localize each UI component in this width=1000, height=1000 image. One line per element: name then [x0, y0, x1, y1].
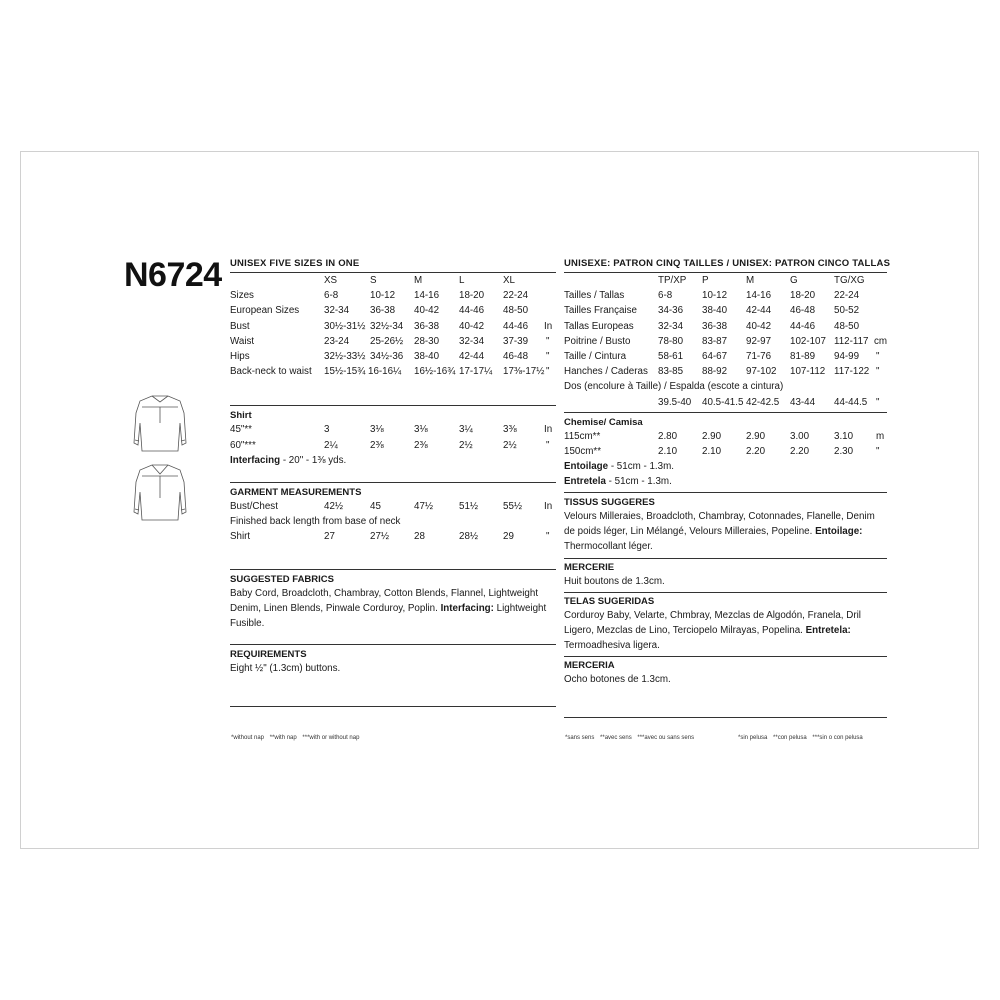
- cell: 92-97: [746, 335, 772, 347]
- chemise-title: Chemise/ Camisa: [564, 416, 643, 428]
- tissus-text: [564, 509, 887, 555]
- en-yardage-row: [230, 422, 556, 437]
- row-label: Hanches / Caderas: [564, 366, 648, 378]
- telas-text: [564, 608, 887, 654]
- cell: 14-16: [746, 290, 772, 302]
- size-header: XS: [324, 275, 338, 286]
- cell: 44-46: [790, 320, 816, 332]
- cell: 3.00: [790, 430, 810, 442]
- divider: [564, 492, 887, 493]
- size-header: TP/XP: [658, 275, 687, 286]
- en-shirt-length-row: [230, 529, 556, 544]
- row-label: Bust/Chest: [230, 500, 278, 512]
- cell: 3¼: [459, 424, 473, 436]
- cell: 28: [414, 531, 425, 543]
- en-size-row: [230, 334, 556, 349]
- tissus-title: TISSUS SUGGERES: [564, 496, 655, 508]
- divider: [564, 592, 887, 593]
- merceria-text: Ocho botones de 1.3cm.: [564, 673, 671, 685]
- cell: 51½: [459, 500, 479, 512]
- fabrics-interfacing-label: Interfacing:: [440, 602, 494, 614]
- row-label: Sizes: [230, 290, 254, 302]
- garment-measurements-title: GARMENT MEASUREMENTS: [230, 486, 362, 498]
- back-length-label: Finished back length from base of neck: [230, 516, 401, 528]
- unit: ": [876, 445, 880, 457]
- cell: 27: [324, 531, 335, 543]
- divider: [230, 644, 556, 645]
- cell: 32½-34: [370, 320, 404, 332]
- fr-size-row: [564, 364, 887, 379]
- cell: 2.80: [658, 430, 678, 442]
- cell: 32-34: [459, 335, 485, 347]
- row-label: Tallas Europeas: [564, 320, 634, 332]
- cell: 2.90: [746, 430, 766, 442]
- footnote: *without nap: [231, 735, 265, 741]
- cell: 40-42: [459, 320, 485, 332]
- cell: 42-44: [459, 350, 485, 362]
- unit: m: [876, 430, 885, 442]
- cell: 2.10: [658, 445, 678, 457]
- fr-size-row: [564, 334, 887, 349]
- fr-size-row: [564, 349, 887, 364]
- cell: 3.10: [834, 430, 854, 442]
- cell: 48-50: [503, 305, 529, 317]
- cell: 83-85: [658, 366, 684, 378]
- unit: cm: [874, 335, 888, 347]
- footnote: *sin pelusa: [738, 735, 768, 741]
- footnotes-es: [738, 735, 867, 741]
- row-label: Shirt: [230, 531, 251, 543]
- entoilage-label: Entoilage: [564, 461, 609, 473]
- merceria-title: MERCERIA: [564, 659, 615, 671]
- en-size-header-row: [230, 273, 556, 288]
- french-spanish-column: [564, 258, 891, 718]
- cell: 81-89: [790, 350, 816, 362]
- fr-yardage-row: [564, 444, 887, 459]
- suggested-fabrics-text: [230, 586, 556, 632]
- en-size-row: [230, 364, 556, 379]
- tissus-entoilage-text: Thermocollant léger.: [564, 541, 653, 553]
- telas-title: TELAS SUGERIDAS: [564, 595, 655, 607]
- fr-yardage-row: [564, 429, 887, 444]
- row-label: Hips: [230, 350, 250, 362]
- unit: In: [544, 424, 553, 436]
- cell: 40-42: [746, 320, 772, 332]
- unit: ": [546, 335, 550, 347]
- en-size-row: [230, 303, 556, 318]
- cell: 44-44.5: [834, 396, 868, 408]
- cell: 40.5-41.5: [702, 396, 744, 408]
- unit: ": [876, 396, 880, 408]
- cell: 2.90: [702, 430, 722, 442]
- row-label: 45"**: [230, 424, 252, 436]
- french-spanish-title: UNISEXE: PATRON CINQ TAILLES / UNISEX: PATRON CINCO TALLAS: [564, 258, 887, 273]
- telas-entretela-text: Termoadhesiva ligera.: [564, 640, 660, 652]
- cell: 29: [503, 531, 514, 543]
- cell: 42-44: [746, 305, 772, 317]
- cell: 3: [324, 424, 330, 436]
- cell: 40-42: [414, 305, 440, 317]
- cell: 58-61: [658, 350, 684, 362]
- telas-list: Corduroy Baby, Velarte, Chmbray, Mezclas de Algodón, Franela, Dril Ligero, Mezclas de Lino, Terciopelo Milrayas, Popelina.: [564, 609, 861, 637]
- cell: 47½: [414, 500, 434, 512]
- cell: 22-24: [834, 290, 860, 302]
- row-label: 115cm**: [564, 430, 601, 442]
- cell: 107-112: [790, 366, 826, 378]
- cell: 71-76: [746, 350, 772, 362]
- cell: 18-20: [790, 290, 816, 302]
- cell: 88-92: [702, 366, 728, 378]
- cell: 6-8: [324, 290, 339, 302]
- cell: 28-30: [414, 335, 440, 347]
- cell: 39.5-40: [658, 396, 692, 408]
- mercerie-title: MERCERIE: [564, 561, 615, 573]
- cell: 36-38: [370, 305, 396, 317]
- cell: 2⅜: [370, 439, 384, 451]
- unit: In: [544, 320, 553, 332]
- unit: In: [544, 500, 553, 512]
- cell: 10-12: [702, 290, 728, 302]
- divider: [564, 717, 887, 718]
- en-size-row: [230, 349, 556, 364]
- row-label: European Sizes: [230, 305, 300, 317]
- cell: 2¼: [324, 439, 338, 451]
- cell: 34½-36: [370, 350, 404, 362]
- footnote: **with nap: [269, 735, 297, 741]
- row-label: Bust: [230, 320, 250, 332]
- english-column: [230, 258, 556, 707]
- footnote: *sans sens: [565, 735, 595, 741]
- requirements-title: REQUIREMENTS: [230, 648, 307, 660]
- cell: 83-87: [702, 335, 728, 347]
- divider: [564, 412, 887, 413]
- cell: 94-99: [834, 350, 860, 362]
- interfacing-line: [230, 453, 556, 468]
- cell: 64-67: [702, 350, 728, 362]
- cell: 34-36: [658, 305, 684, 317]
- cell: 44-46: [503, 320, 529, 332]
- size-header: TG/XG: [834, 275, 865, 286]
- entretela-line: [564, 474, 887, 489]
- cell: 46-48: [790, 305, 816, 317]
- cell: 17-17¼: [459, 366, 493, 378]
- cell: 18-20: [459, 290, 485, 302]
- mercerie-text: Huit boutons de 1.3cm.: [564, 575, 665, 587]
- cell: 2⅜: [414, 439, 428, 451]
- cell: 37-39: [503, 335, 529, 347]
- en-yardage-row: [230, 438, 556, 453]
- cell: 16-16¼: [368, 366, 402, 378]
- en-garment-row: [230, 499, 556, 514]
- footnotes-en: [231, 735, 363, 741]
- footnote: ***sin o con pelusa: [812, 735, 863, 741]
- divider: [230, 482, 556, 483]
- shirt-title: Shirt: [230, 410, 252, 422]
- cell: 2.20: [746, 445, 766, 457]
- cell: 25-26½: [370, 335, 404, 347]
- cell: 43-44: [790, 396, 816, 408]
- cell: 30½-31½: [324, 320, 366, 332]
- divider: [564, 558, 887, 559]
- entretela-label: Entretela: [564, 476, 606, 488]
- fr-size-row: [564, 303, 887, 318]
- cell: 32-34: [324, 305, 350, 317]
- cell: 44-46: [459, 305, 485, 317]
- footnotes-fr: [565, 735, 698, 741]
- row-label: Tailles / Tallas: [564, 290, 625, 302]
- cell: 38-40: [414, 350, 440, 362]
- cell: 15½-15¾: [324, 366, 366, 378]
- cell: 45: [370, 500, 381, 512]
- telas-entretela-label: Entretela:: [805, 625, 851, 637]
- interfacing-text: - 20" - 1⅜ yds.: [280, 454, 347, 466]
- cell: 42-42.5: [746, 396, 780, 408]
- fr-size-row: [564, 319, 887, 334]
- cell: 16½-16¾: [414, 366, 456, 378]
- cell: 36-38: [414, 320, 440, 332]
- size-header: M: [414, 275, 423, 286]
- size-header: S: [370, 275, 377, 286]
- row-label: 150cm**: [564, 445, 602, 457]
- fr-size-row: [564, 288, 887, 303]
- cell: 55½: [503, 500, 523, 512]
- entoilage-text: - 51cm - 1.3m.: [608, 461, 674, 473]
- en-size-row: [230, 319, 556, 334]
- size-header: P: [702, 275, 709, 286]
- unit: ": [546, 531, 550, 543]
- fr-dos-row: [564, 395, 887, 410]
- size-header: M: [746, 275, 755, 286]
- cell: 2.20: [790, 445, 810, 457]
- unit: ": [546, 366, 550, 378]
- row-label: Poitrine / Busto: [564, 335, 631, 347]
- dos-label: Dos (encolure à Taille) / Espalda (escote a cintura): [564, 381, 784, 393]
- tissus-list: Velours Milleraies, Broadcloth, Chambray, Cotonnades, Flanelle, Denim de poids léger, Lin Mélangé, Velours Milleraies, Popeline.: [564, 510, 875, 537]
- footnote: ***with or without nap: [302, 735, 360, 741]
- en-size-row: [230, 288, 556, 303]
- entoilage-line: [564, 459, 887, 474]
- cell: 32½-33½: [324, 350, 366, 362]
- cell: 6-8: [658, 290, 673, 302]
- row-label: Taille / Cintura: [564, 350, 627, 362]
- cell: 50-52: [834, 305, 860, 317]
- cell: 3⅛: [370, 424, 384, 436]
- fabrics-list: Baby Cord, Broadcloth, Chambray, Cotton Blends, Flannel, Lightweight Denim, Linen Blends, Pinwale Corduroy, Poplin.: [230, 587, 539, 614]
- cell: 36-38: [702, 320, 728, 332]
- unit: ": [876, 350, 880, 362]
- cell: 102-107: [790, 335, 826, 347]
- cell: 2½: [503, 439, 517, 451]
- interfacing-label: Interfacing: [230, 454, 281, 466]
- cell: 17⅜-17½: [503, 366, 545, 378]
- row-label: Tailles Française: [564, 305, 637, 317]
- cell: 78-80: [658, 335, 684, 347]
- cell: 117-122: [834, 366, 870, 378]
- size-header: L: [459, 275, 465, 286]
- cell: 3⅜: [503, 424, 517, 436]
- suggested-fabrics-title: SUGGESTED FABRICS: [230, 573, 334, 585]
- row-label: 60"***: [230, 439, 256, 451]
- cell: 42½: [324, 500, 344, 512]
- divider: [230, 405, 556, 406]
- cell: 38-40: [702, 305, 728, 317]
- divider: [230, 569, 556, 570]
- requirements-text: Eight ½" (1.3cm) buttons.: [230, 662, 341, 674]
- divider: [564, 656, 887, 657]
- fabrics-interfacing-text: Lightweight Fusible.: [230, 602, 547, 630]
- cell: 2½: [459, 439, 473, 451]
- unit: ": [876, 366, 880, 378]
- cell: 28½: [459, 531, 479, 543]
- row-label: Waist: [230, 335, 255, 347]
- cell: 48-50: [834, 320, 860, 332]
- footnote: **avec sens: [600, 735, 632, 741]
- size-header: XL: [503, 275, 515, 286]
- cell: 2.10: [702, 445, 722, 457]
- cell: 97-102: [746, 366, 777, 378]
- divider: [230, 706, 556, 707]
- shirt-front-sketch: [128, 462, 192, 526]
- cell: 22-24: [503, 290, 529, 302]
- cell: 2.30: [834, 445, 854, 457]
- english-title: UNISEX FIVE SIZES IN ONE: [230, 258, 556, 273]
- unit: ": [546, 439, 550, 451]
- shirt-back-sketch: [128, 393, 192, 457]
- unit: ": [546, 350, 550, 362]
- size-header: G: [790, 275, 798, 286]
- tissus-entoilage-label: Entoilage:: [815, 525, 863, 537]
- row-label: Back-neck to waist: [230, 366, 312, 378]
- cell: 46-48: [503, 350, 529, 362]
- cell: 27½: [370, 531, 390, 543]
- cell: 10-12: [370, 290, 396, 302]
- cell: 14-16: [414, 290, 440, 302]
- fr-size-header-row: [564, 273, 887, 288]
- cell: 3⅛: [414, 424, 428, 436]
- cell: 32-34: [658, 320, 684, 332]
- footnote: ***avec ou sans sens: [637, 735, 695, 741]
- pattern-code: N6724: [124, 256, 222, 294]
- cell: 23-24: [324, 335, 350, 347]
- entretela-text: - 51cm - 1.3m.: [605, 476, 672, 488]
- cell: 112-117: [834, 335, 869, 347]
- footnote: **con pelusa: [773, 735, 807, 741]
